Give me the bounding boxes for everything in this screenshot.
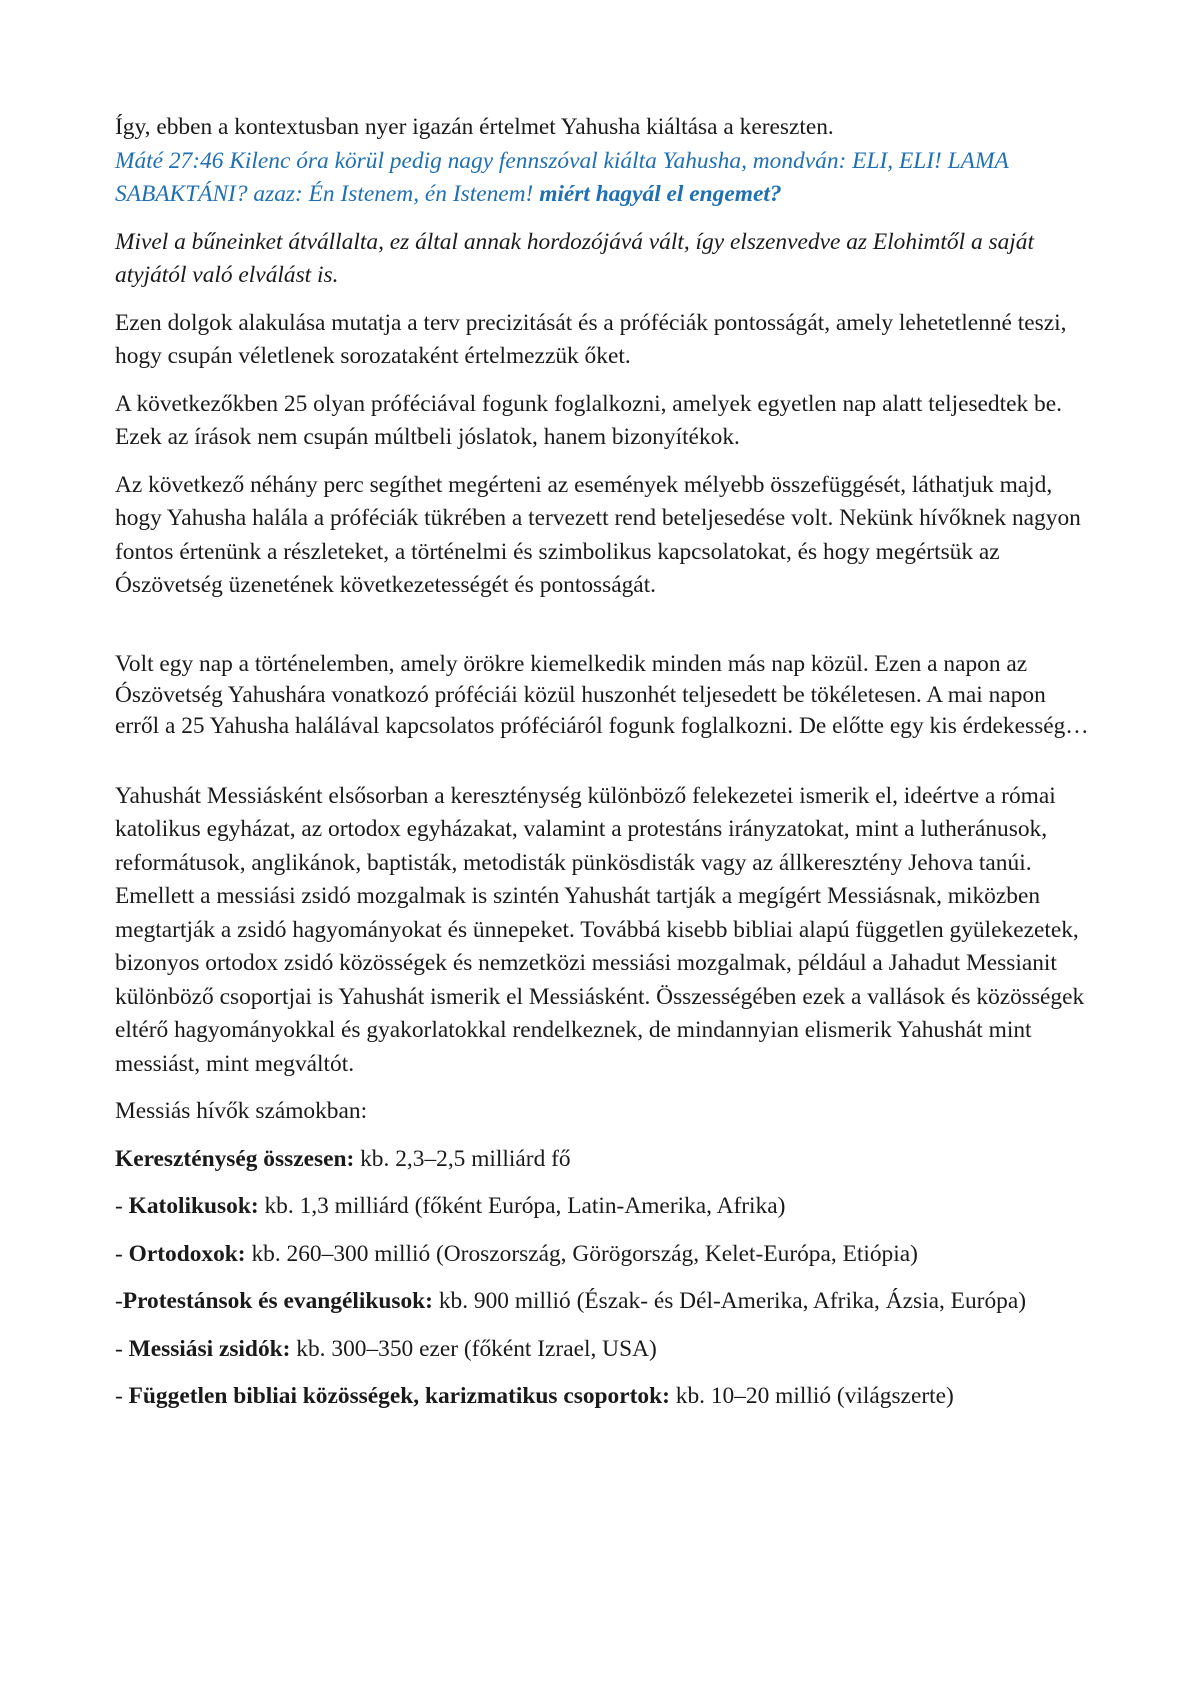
paragraph-precision: Ezen dolgok alakulása mutatja a terv precizitását és a próféciák pontosságát, amely lehetetlenné teszi, hogy csupán véletlenek sorozataként értelmezzük őket. [115, 309, 1067, 369]
stat-label: Katolikusok: [128, 1193, 259, 1219]
stat-value: kb. 1,3 milliárd (főként Európa, Latin-Amerika, Afrika) [258, 1193, 786, 1219]
stat-prefix: - [115, 1193, 129, 1219]
stat-prefix: - [115, 1288, 123, 1314]
paragraph-prophecies: A következőkben 25 olyan próféciával fogunk foglalkozni, amelyek egyetlen nap alatt teljesedtek be. Ezek az írások nem csupán múltbeli jóslatok, hanem bizonyítékok. [115, 390, 1062, 450]
stat-prefix: - [115, 1335, 129, 1362]
paragraph-italic: Mivel a bűneinket átvállalta, ez által annak hordozójává vált, így elszenvedve az Elohimtől a saját atyjától való elválást is. [115, 228, 1034, 288]
paragraph-intro: Így, ebben a kontextusban nyer igazán értelmet Yahusha kiáltása a kereszten. [115, 114, 834, 140]
stat-value: kb. 2,3–2,5 milliárd fő [354, 1145, 571, 1172]
stat-prefix: - [115, 1240, 129, 1267]
stat-value: kb. 300–350 ezer (főként Izrael, USA) [290, 1335, 657, 1362]
stat-independent-communities [115, 1380, 1090, 1414]
paragraph-next-minutes: Az következő néhány perc segíthet megérteni az események mélyebb összefüggését, láthatjuk majd, hogy Yahusha halála a próféciák tükrében a tervezett rend beteljesedése volt. Nekünk hívőknek nagyon fontos értenünk a részleteket, a történelmi és szimbolikus kapcsolatokat, és hogy megértsük az Ószövetség üzenetének következetességét és pontosságát. [115, 471, 1081, 598]
paragraph-messiah-recognition: Yahushát Messiásként elsősorban a kereszténység különböző felekezetei ismerik el, ideértve a római katolikus egyházat, az ortodox egyházakat, valamint a protestáns irányzatokat, mint a lutheránusok, reformátusok, anglikánok, baptisták, metodisták pünkösdisták vagy az állkeresztény Jehova tanúi. Emellett a messiási zsidó mozgalmak is szintén Yahushát tartják a megígért Messiásnak, miközben megtartják a zsidó hagyományokat és ünnepeket. Továbbá kisebb bibliai alapú független gyülekezetek, bizonyos ortodox zsidó közösségek és nemzetközi messiási mozgalmak, például a Jahadut Messianit különböző csoportjai is Yahushát ismerik el Messiásként. Összességében ezek a vallások és közösségek eltérő hagyományokkal és gyakorlatokkal rendelkeznek, de mindannyian elismerik Yahushát mint messiást, mint megváltót. [115, 782, 1085, 1077]
stat-label: Messiási zsidók: [128, 1335, 291, 1362]
stat-prefix: - [115, 1383, 129, 1409]
stat-catholics [115, 1190, 1090, 1224]
stat-orthodox [115, 1238, 1090, 1272]
stat-protestants [115, 1285, 1090, 1319]
scripture-quote-bold: miért hagyál el engemet? [539, 181, 782, 207]
stat-label: Ortodoxok: [128, 1240, 246, 1267]
scripture-quote-text: Máté 27:46 Kilenc óra körül pedig nagy fennszóval kiálta Yahusha, mondván: ELI, ELI! LAMA SABAKTÁNI? azaz: Én Istenem, én Istenem! [115, 147, 1009, 207]
scripture-quote [115, 145, 1090, 212]
stat-label: Kereszténység összesen: [115, 1145, 355, 1172]
stat-label: Protestánsok és evangélikusok: [122, 1288, 433, 1314]
paragraph-stats-heading: Messiás hívők számokban: [115, 1098, 368, 1124]
stat-value: kb. 900 millió (Észak- és Dél-Amerika, Afrika, Ázsia, Európa) [432, 1288, 1027, 1314]
stat-label: Független bibliai közösségek, karizmatikus csoportok: [128, 1383, 670, 1409]
paragraph-history-day: Volt egy nap a történelemben, amely örökre kiemelkedik minden más nap közül. Ezen a napon az Ószövetség Yahushára vonatkozó próféciái közül huszonhét teljesedett be tökéletesen. A mai napon erről a 25 Yahusha halálával kapcsolatos próféciáról fogunk foglalkozni. De előtte egy kis érdekesség… [115, 650, 1089, 739]
stat-value: kb. 10–20 millió (világszerte) [669, 1383, 954, 1409]
stat-messianic-jews [115, 1333, 1090, 1367]
stat-value: kb. 260–300 millió (Oroszország, Görögország, Kelet-Európa, Etiópia) [245, 1240, 918, 1267]
stat-christianity-total [115, 1143, 1090, 1177]
